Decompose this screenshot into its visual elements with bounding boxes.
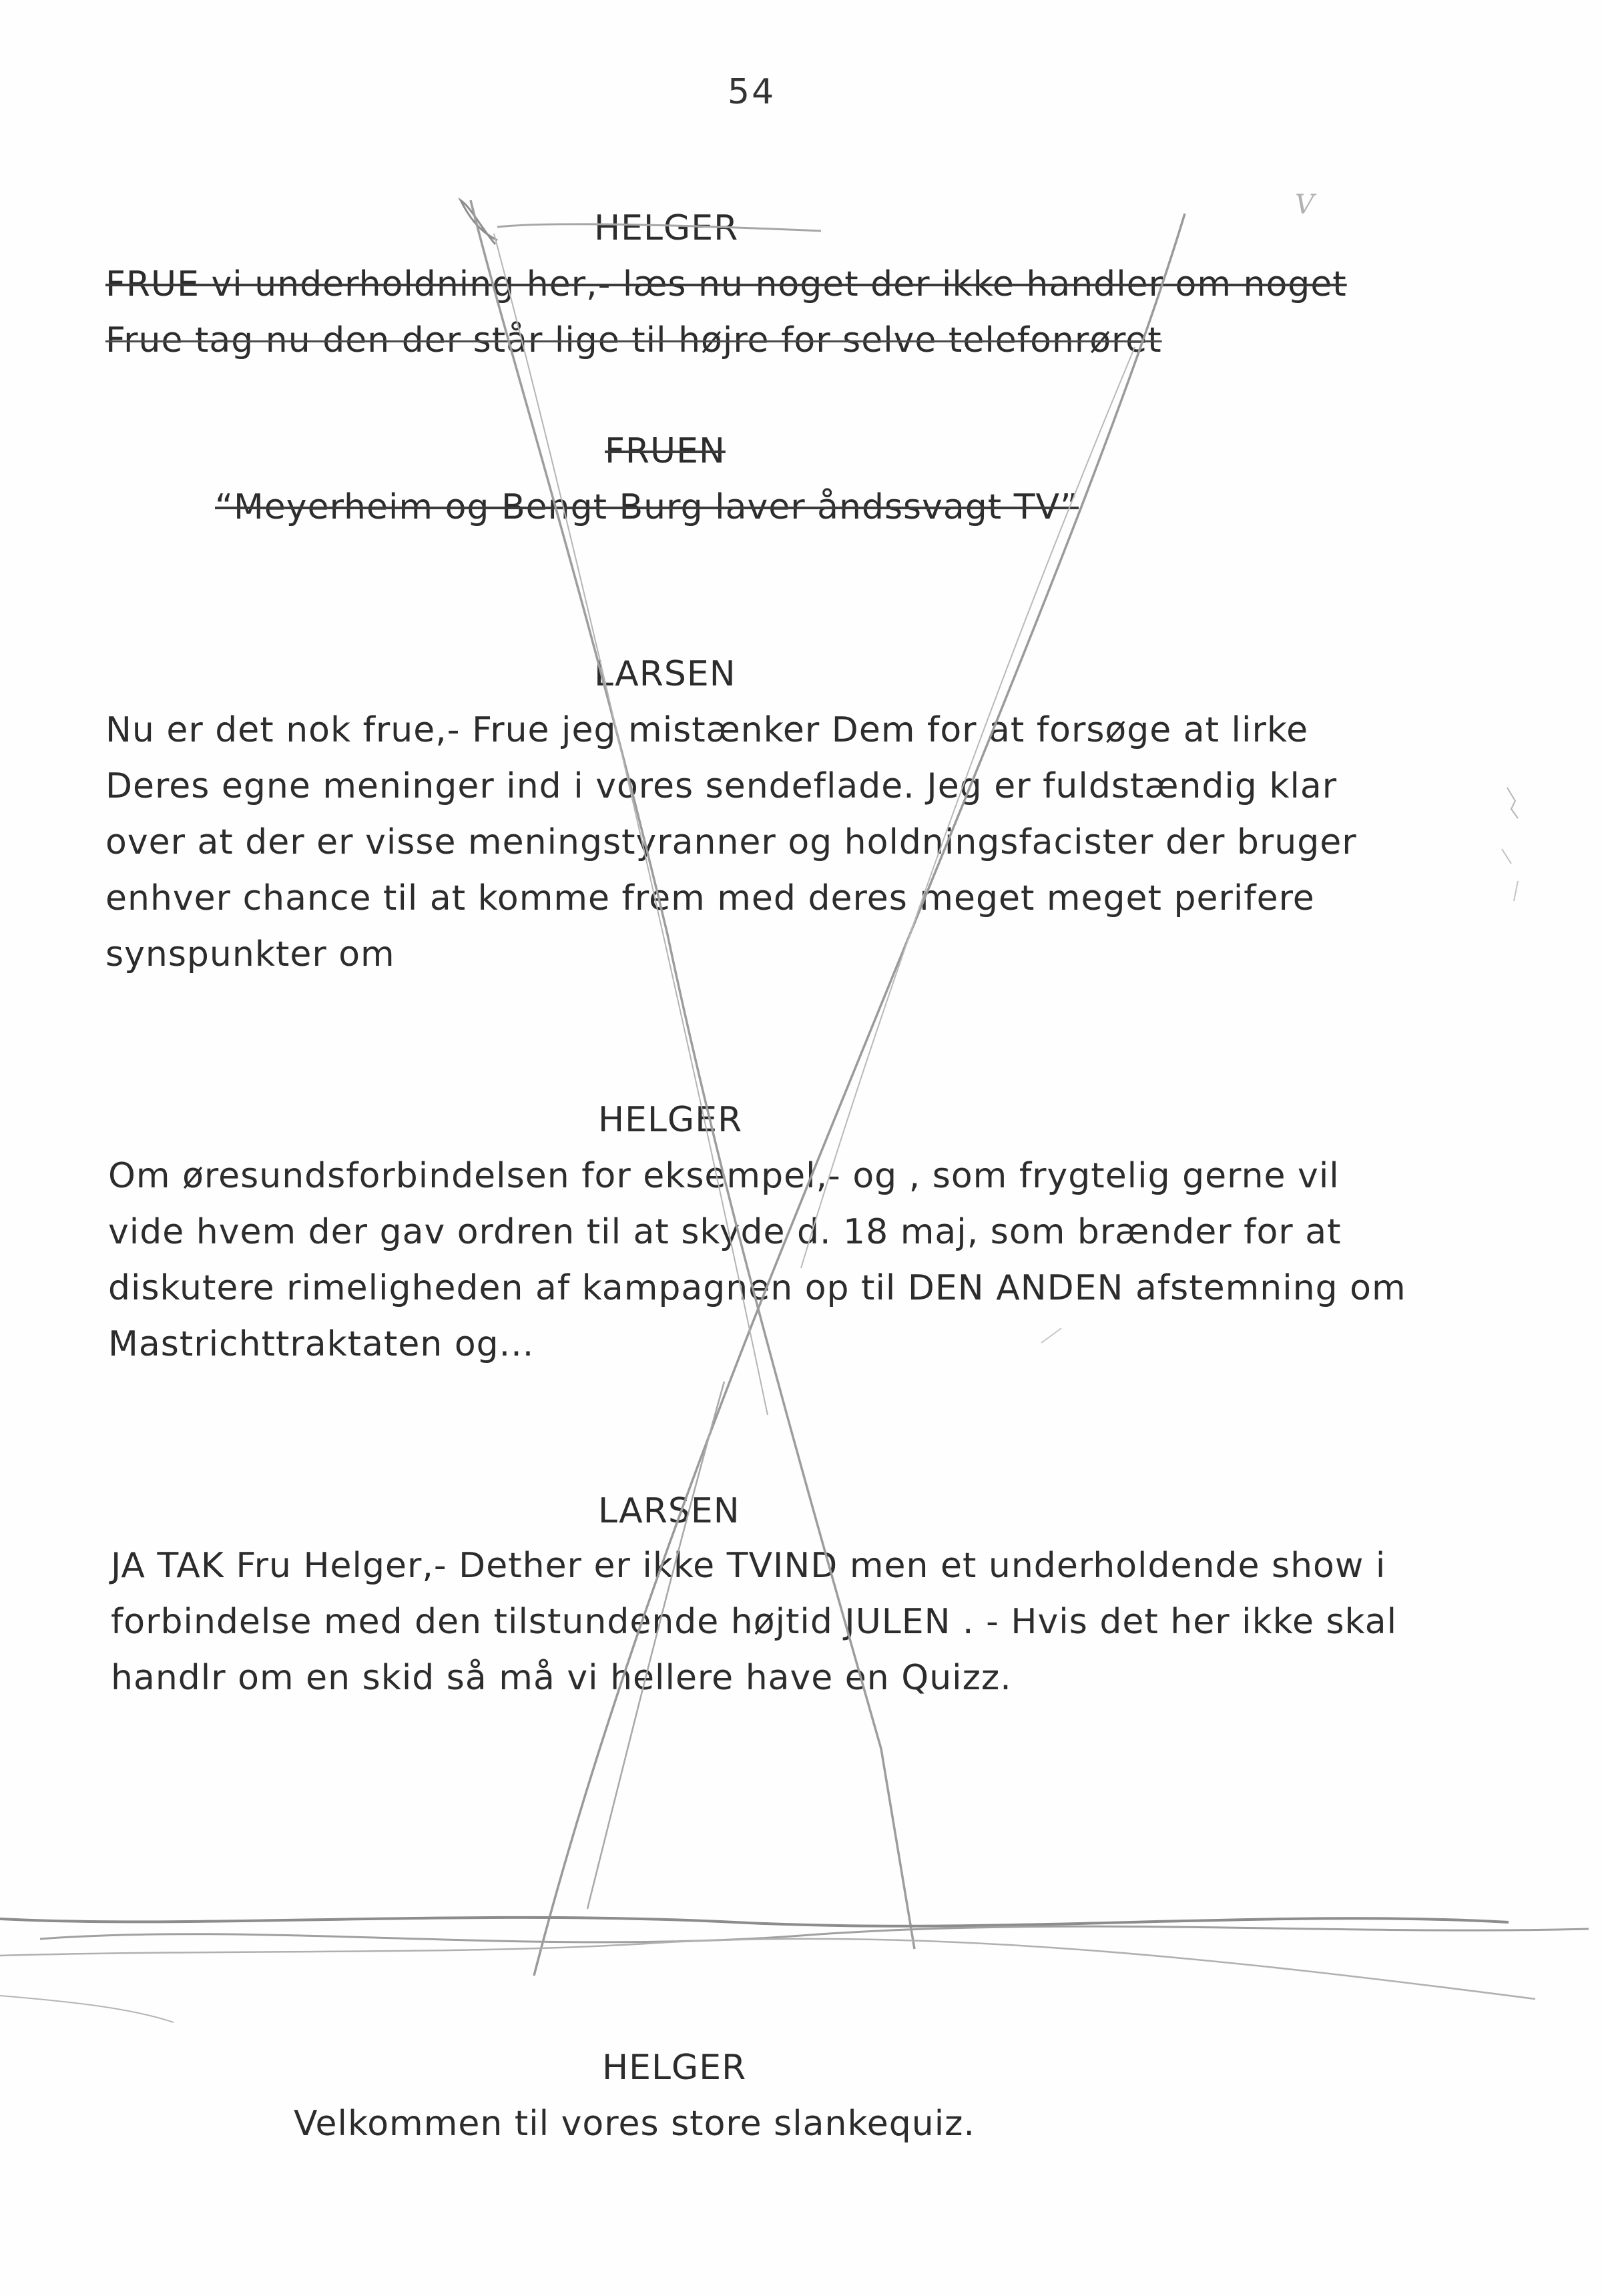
pencil-wave-4 [0, 1996, 174, 2022]
pencil-wave-2 [40, 1926, 1589, 1942]
dialogue-line: forbindelse med den tilstundende højtid JULEN . - Hvis det her ikke skal [111, 1602, 1398, 1642]
page-number: 54 [728, 72, 776, 112]
dialogue-line: Velkommen til vores store slankequiz. [294, 2104, 975, 2144]
speaker-name: HELGER [598, 1100, 743, 1140]
dialogue-line-struck: Frue tag nu den der står lige til højre for selve telefonrøret [105, 320, 1162, 360]
dialogue-line: Nu er det nok frue,- Frue jeg mistænker Dem for at forsøge at lirke [105, 710, 1309, 750]
dialogue-line: Om øresundsforbindelsen for eksempel,- og , som frygtelig gerne vil [108, 1156, 1340, 1196]
dialogue-line: JA TAK Fru Helger,- Dether er ikke TVIND men et underholdende show i [111, 1546, 1386, 1586]
dialogue-line: over at der er visse meningstyranner og holdningsfacister der bruger [105, 822, 1357, 862]
pencil-cross-right-2 [801, 347, 1135, 1268]
pencil-margin-tick-3 [1514, 881, 1518, 901]
dialogue-line: vide hvem der gav ordren til at skyde d. 18 maj, som brænder for at [108, 1212, 1342, 1252]
pencil-margin-tick [1507, 788, 1518, 818]
pencil-cross-right [534, 214, 1185, 1976]
dialogue-line: synspunkter om [105, 934, 395, 974]
speaker-name: LARSEN [594, 654, 736, 694]
dialogue-line: Mastrichttraktaten og... [108, 1324, 535, 1364]
speaker-name: LARSEN [598, 1491, 740, 1531]
pencil-cross-lower [587, 1382, 724, 1909]
margin-check-mark: V [1295, 190, 1314, 220]
dialogue-line-struck: FRUE vi underholdning her,- læs nu noget der ikke handler om noget [105, 264, 1347, 304]
dialogue-line: diskutere rimeligheden af kampagnen op til DEN ANDEN afstemning om [108, 1268, 1406, 1308]
pencil-small-stroke [1041, 1328, 1061, 1343]
pencil-wave-3 [0, 1939, 1535, 1999]
dialogue-line-struck: “Meyerheim og Bengt Burg laver åndssvagt TV” [215, 487, 1079, 527]
speaker-name: FRUEN [605, 431, 726, 471]
speaker-name: HELGER [594, 208, 739, 248]
dialogue-line: enhver chance til at komme frem med deres meget meget perifere [105, 878, 1315, 918]
pencil-wave-1 [0, 1918, 1509, 1926]
pencil-margin-tick-2 [1502, 849, 1511, 864]
pencil-hook [461, 200, 497, 244]
dialogue-line: Deres egne meninger ind i vores sendeflade. Jeg er fuldstændig klar [105, 766, 1338, 806]
speaker-name: HELGER [602, 2048, 747, 2088]
dialogue-line: handlr om en skid så må vi hellere have en Quizz. [111, 1658, 1012, 1698]
